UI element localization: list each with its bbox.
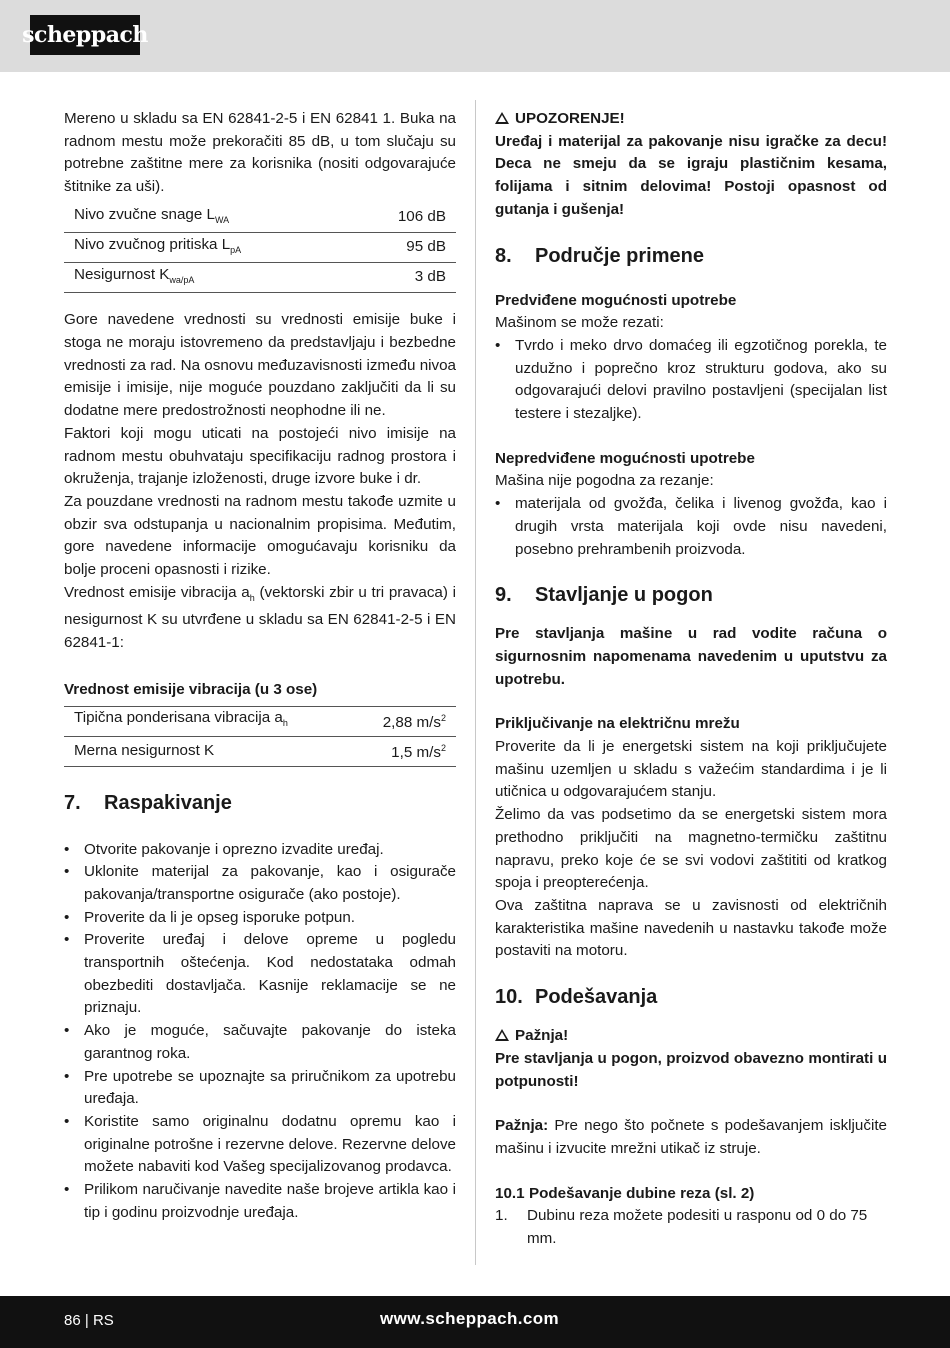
intended-use-intro: Mašinom se može rezati:: [495, 314, 664, 332]
list-item: • materijala od gvožđa, čelika i livenog gvožđa, kao i drugih vrsta materijala koji ovde nisu navedeni, posebno prehrambenih proizvoda.: [495, 493, 887, 561]
noise-value: 3 dB: [414, 268, 446, 286]
section-8-title: 8. Područje primene: [495, 244, 704, 267]
table-row: Nivo zvučnog pritiska $L_{pA}$ 95 dB: [64, 233, 456, 263]
vibration-label: Tipična ponderisana vibracija a: [74, 709, 283, 727]
warning-heading: UPOZORENJE!: [495, 108, 887, 131]
vibration-table: [64, 706, 456, 767]
noise-value: 95 dB: [406, 238, 446, 256]
list-item: • Proverite uređaj i delove opreme u pogledu transportnih oštećenja. Kod nedostataka odmah obezbediti dostavljača. Kasnije reklamacije se ne priznaju.: [64, 929, 456, 1020]
page-header: [0, 0, 950, 72]
section-10-title: 10. Podešavanja: [495, 986, 658, 1009]
paragraph: Ova zaštitna naprava se u zavisnosti od električnih karakteristika mašine navedenih u nastavku takođe može postaviti na motoru.: [495, 896, 887, 960]
note-paragraph: Pažnja: Pre nego što počnete s podešavanjem isključite mašinu i izvucite mrežni utikač iz struje.: [495, 1117, 887, 1157]
unintended-use-list: [495, 493, 887, 561]
attention-text: Pre stavljanja u pogon, proizvod obavezno montirati u potpunosti!: [495, 1049, 887, 1090]
list-item: • Ako je moguće, sačuvajte pakovanje do isteka garantnog roka.: [64, 1020, 456, 1065]
paragraph: Proverite da li je energetski sistem na koji priključujete mašinu uzemljen u skladu s važećim standardima i je li utičnica u odgovarajućem stanju.: [495, 738, 887, 801]
subsection-10-1-title: 10.1 Podešavanje dubine reza (sl. 2): [495, 1184, 755, 1202]
section-7-title: 7. Raspakivanje: [64, 791, 232, 814]
attention-heading: Pažnja!: [495, 1025, 887, 1048]
noise-label: Nesigurnost K: [74, 265, 170, 283]
paragraph: Za pouzdane vrednosti na radnom mestu takođe uzmite u obzir sva odstupanja u nacionalnim propisima. Međutim, gore navedene informacije omogućavaju korisniku da bolje proceni opasnosti i rizike.: [64, 492, 456, 579]
intro-paragraph: Mereno u skladu sa EN 62841-2-5 i EN 62841 1. Buka na radnom mestu može prekoračiti 85 dB, u tom slučaju su potrebne zaštitne mere za korisnika (nositi odgovarajuće štitnike za uši).: [64, 110, 456, 196]
list-item: • Otvorite pakovanje i oprezno izvadite uređaj.: [64, 839, 456, 862]
unintended-use-heading: Nepredviđene mogućnosti upotrebe: [495, 449, 755, 467]
table-row: Tipična ponderisana vibracija $a_h$ 2,88 $m/s^2$: [64, 706, 456, 736]
noise-label: Nivo zvučnog pritiska L: [74, 235, 231, 253]
paragraph: Vrednost emisije vibracija $a_h$ (vektorski zbir u tri pravaca) i nesigurnost K su utvrđene u skladu sa EN 62841-2-5 i EN 62841-1:: [64, 583, 456, 652]
list-item: • Tvrdo i meko drvo domaćeg ili egzotičnog porekla, te uzdužno i poprečno kroz strukturu godova, ako su odgovarajući delovi pravilno postavljeni (specijalan list testere i stezaljke).: [495, 335, 887, 426]
mains-heading: Priključivanje na električnu mrežu: [495, 715, 740, 733]
list-item: • Prilikom naručivanje navedite naše brojeve artikla kao i tip i godinu proizvodnje uređaja.: [64, 1179, 456, 1224]
scheppach-logo: scheppach: [30, 15, 140, 55]
table-row: Nivo zvučne snage $L_{WA}$ 106 dB: [64, 203, 456, 233]
warning-icon: [495, 1029, 509, 1041]
noise-table: [64, 203, 456, 294]
paragraph: Gore navedene vrednosti su vrednosti emisije buke i stoga ne moraju istovremeno da predstavljaju i bezbedne vrednosti za rad. Na osnovu međuzavisnosti između nivoa emisije i imisije, nije moguće pouzdano zaključiti da li su dodatne mere predostrožnosti neophodne ili ne.: [64, 311, 456, 420]
website-link[interactable]: www.scheppach.com: [380, 1309, 560, 1328]
unpacking-list: [64, 839, 456, 1225]
table-row: Merna nesigurnost K 1,5 $m/s^2$: [64, 736, 456, 766]
list-item: • Koristite samo originalnu dodatnu opremu kao i originalne potrošne i rezervne delove. Rezervne delove možete nabaviti kod Vašeg specijalizovanog prodavca.: [64, 1111, 456, 1179]
paragraph: Faktori koji mogu uticati na postojeći nivo imisije na radnom mestu obuhvataju specifikaciju radnog prostora i okruženja, trajanje izloženosti, druge izvore buke i dr.: [64, 424, 456, 488]
unintended-use-intro: Mašina nije pogodna za rezanje:: [495, 472, 714, 490]
left-column: [64, 108, 456, 1225]
commissioning-note: Pre stavljanja mašine u rad vodite računa o sigurnosnim napomenama navedenim u uputstvu za upotrebu.: [495, 625, 887, 688]
vibration-label: Merna nesigurnost K: [74, 741, 215, 759]
list-item: • Pre upotrebe se upoznajte sa priručnikom za upotrebu uređaja.: [64, 1066, 456, 1111]
vibration-heading: Vrednost emisije vibracija (u 3 ose): [64, 680, 318, 698]
list-item: • Uklonite materijal za pakovanje, kao i osigurače pakovanja/transportne osigurače (ako postoje).: [64, 861, 456, 906]
intended-use-list: [495, 335, 887, 426]
noise-value: 106 dB: [397, 208, 446, 226]
noise-label: Nivo zvučne snage L: [74, 205, 215, 223]
section-9-title: 9. Stavljanje u pogon: [495, 584, 713, 607]
column-divider: [475, 100, 476, 1265]
page-footer: [0, 1296, 950, 1348]
table-row: Nesigurnost $K_{wa/pA}$ 3 dB: [64, 263, 456, 293]
page-number: 86 | RS: [64, 1312, 114, 1329]
warning-text: Uređaj i materijal za pakovanje nisu igračke za decu! Deca ne smeju da se igraju plastičnim kesama, folijama i sitnim delovima! Postoji opasnost od gutanja i gušenja!: [495, 132, 887, 218]
list-item: • Proverite da li je opseg isporuke potpun.: [64, 907, 456, 930]
warning-icon: [495, 112, 509, 124]
vibration-value: 2,88 m/s: [382, 714, 441, 732]
intended-use-heading: Predviđene mogućnosti upotrebe: [495, 291, 737, 309]
numbered-list-item: 1. Dubinu reza možete podesiti u rasponu od 0 do 75 mm.: [495, 1207, 868, 1248]
vibration-value: 1,5 m/s: [391, 744, 441, 762]
right-column: [495, 108, 887, 1251]
paragraph: Želimo da vas podsetimo da se energetski sistem mora prethodno priključiti na magnetno-termičku zaštitnu napravu, preko koje će se svi vodovi zaštititi od kratkog spoja i preopterećenja.: [495, 806, 887, 892]
